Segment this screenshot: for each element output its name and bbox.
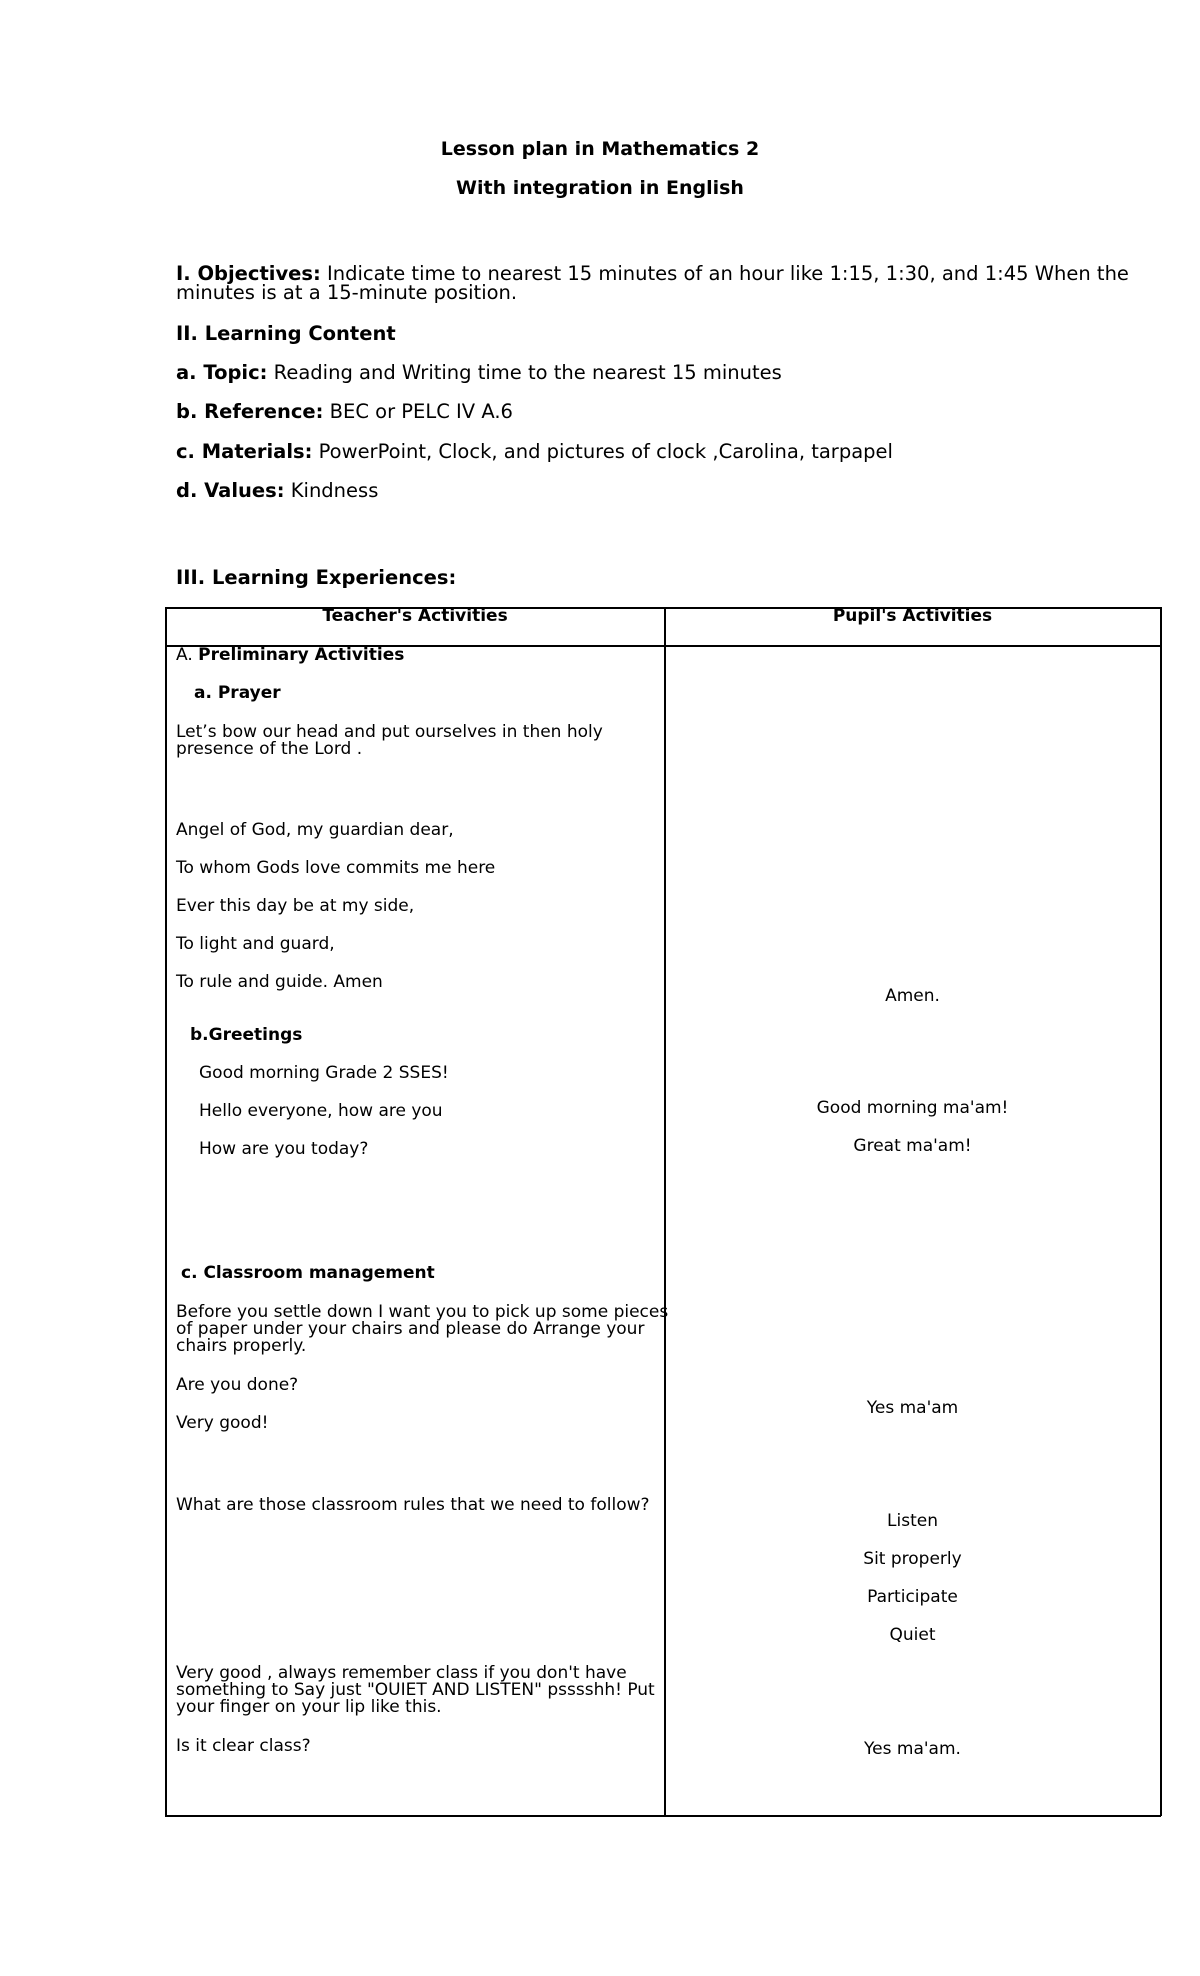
is-it-clear-text: Is it clear class?: [176, 1736, 311, 1756]
objectives-text: Indicate time to nearest 15 minutes of an hour like 1:15, 1:30, and 1:45 When the: [320, 262, 1129, 285]
greeting-line: How are you today?: [199, 1139, 369, 1159]
prayer-verse-line: To whom Gods love commits me here: [176, 858, 496, 878]
greeting-line: Good morning Grade 2 SSES!: [199, 1063, 449, 1083]
learning-experiences-heading: III. Learning Experiences:: [176, 566, 457, 589]
reference-value: BEC or PELC IV A.6: [323, 400, 513, 423]
classroom-instruction-line1: Before you settle down I want you to pick up some pieces: [176, 1302, 669, 1322]
pupil-activities-header: Pupil's Activities: [832, 606, 993, 626]
topic-line: [176, 363, 782, 382]
reference-label: b. Reference:: [176, 400, 324, 423]
prayer-intro-line2: presence of the Lord .: [176, 739, 363, 759]
prayer-heading: a. Prayer: [194, 683, 281, 703]
greetings-heading: b.Greetings: [190, 1025, 303, 1045]
objectives-line2: minutes is at a 15-minute position.: [176, 281, 518, 304]
are-you-done-text: Are you done?: [176, 1375, 299, 1395]
pupil-response: Good morning ma'am!: [816, 1098, 1009, 1118]
remember-line1: Very good , always remember class if you don't have: [176, 1663, 627, 1683]
topic-label: a. Topic:: [176, 361, 268, 384]
values-line: [176, 481, 378, 500]
classroom-instruction-line2: of paper under your chairs and please do Arrange your: [176, 1319, 645, 1339]
page-title: Lesson plan in Mathematics 2: [440, 138, 760, 160]
very-good-text: Very good!: [176, 1413, 269, 1433]
pupil-response: Yes ma'am.: [864, 1739, 961, 1759]
remember-line2: something to Say just "OUIET AND LISTEN" psssshh! Put: [176, 1680, 655, 1700]
topic-value: Reading and Writing time to the nearest 15 minutes: [267, 361, 782, 384]
prayer-verse-line: To rule and guide. Amen: [176, 972, 383, 992]
classroom-rules-question: What are those classroom rules that we need to follow?: [176, 1495, 650, 1515]
prayer-intro-line1: Let’s bow our head and put ourselves in then holy: [176, 722, 603, 742]
preliminary-prefix: A.: [176, 645, 199, 665]
teacher-activities-header: Teacher's Activities: [322, 606, 508, 626]
reference-line: [176, 402, 513, 421]
classroom-management-heading: c. Classroom management: [181, 1263, 435, 1283]
prayer-verse-line: Angel of God, my guardian dear,: [176, 820, 454, 840]
pupil-response: Amen.: [885, 986, 940, 1006]
table-border-right: [1160, 607, 1162, 1816]
page-subtitle: With integration in English: [456, 177, 744, 199]
remember-line3: your finger on your lip like this.: [176, 1697, 442, 1717]
table-border-left: [165, 607, 167, 1816]
materials-value: PowerPoint, Clock, and pictures of clock ,Carolina, tarpapel: [312, 440, 893, 463]
pupil-response: Great ma'am!: [853, 1136, 972, 1156]
values-label: d. Values:: [176, 479, 285, 502]
pupil-rule: Participate: [867, 1587, 958, 1607]
values-value: Kindness: [284, 479, 379, 502]
learning-content-heading: II. Learning Content: [176, 322, 396, 345]
materials-line: [176, 442, 893, 461]
preliminary-activities-heading: [176, 647, 404, 664]
prayer-verse-line: Ever this day be at my side,: [176, 896, 415, 916]
pupil-rule: Quiet: [889, 1625, 936, 1645]
preliminary-label: Preliminary Activities: [198, 645, 405, 665]
pupil-rule: Listen: [887, 1511, 938, 1531]
pupil-rule: Sit properly: [863, 1549, 962, 1569]
table-border-bottom: [165, 1815, 1161, 1817]
pupil-response: Yes ma'am: [866, 1398, 959, 1418]
greeting-line: Hello everyone, how are you: [199, 1101, 443, 1121]
classroom-instruction-line3: chairs properly.: [176, 1336, 307, 1356]
materials-label: c. Materials:: [176, 440, 313, 463]
objectives-label: I. Objectives:: [176, 262, 321, 285]
prayer-verse-line: To light and guard,: [176, 934, 335, 954]
